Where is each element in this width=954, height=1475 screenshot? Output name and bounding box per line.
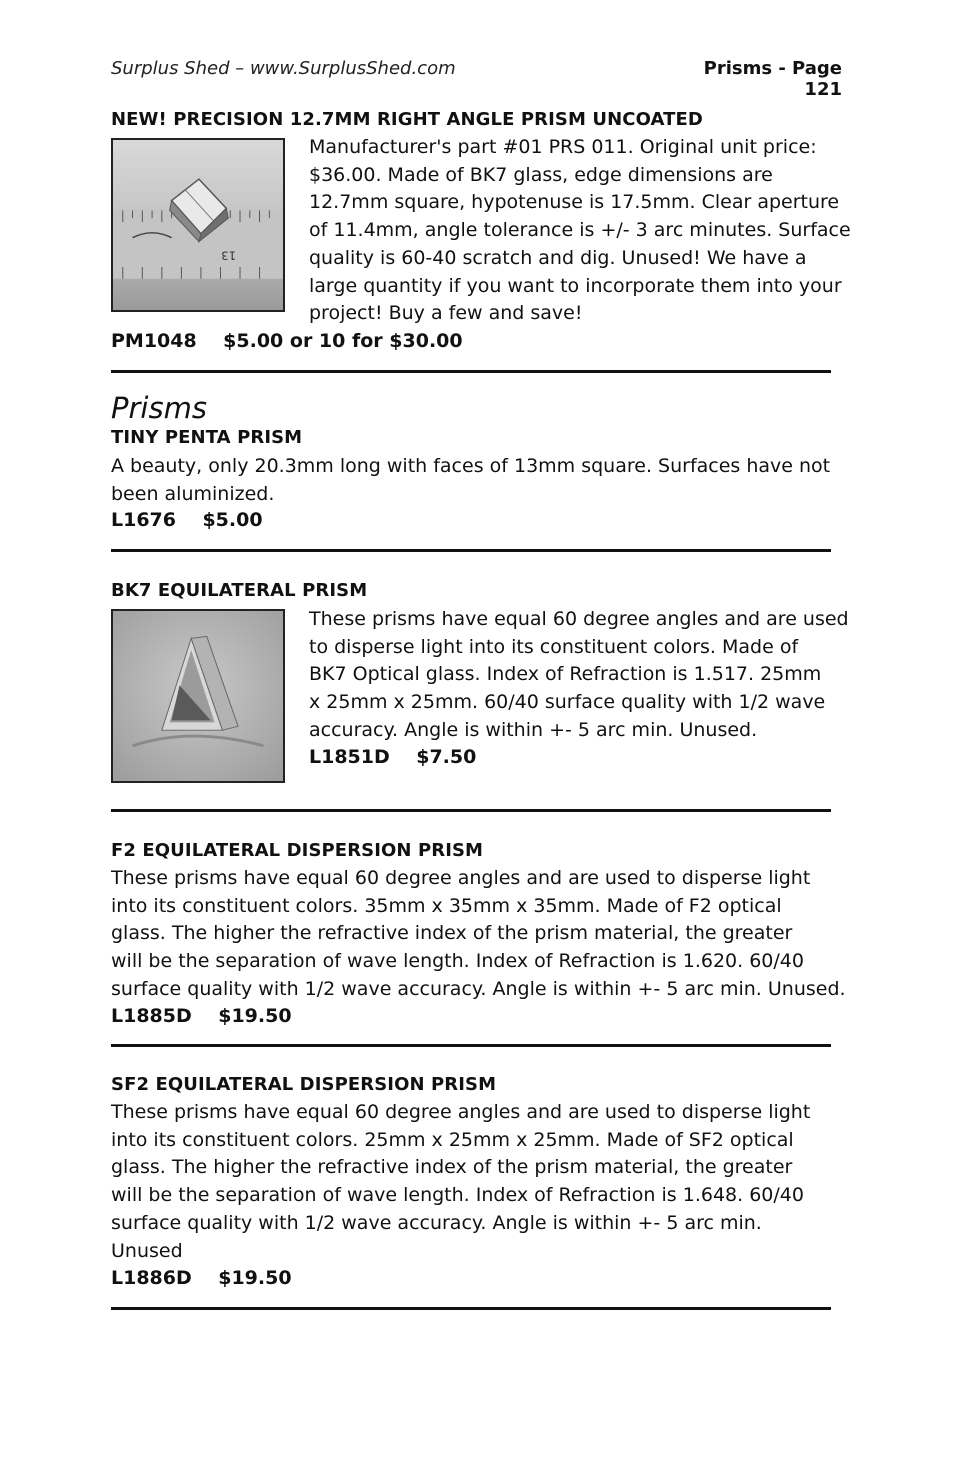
item-desc-line: Unused: [111, 1239, 183, 1262]
item-title-sf2-prism: SF2 EQUILATERAL DISPERSION PRISM: [111, 1074, 497, 1095]
item-desc-line: glass. The higher the refractive index of the prism material, the greater: [111, 1156, 793, 1179]
divider: [111, 1044, 831, 1047]
item-desc-line: been aluminized.: [111, 482, 275, 505]
page-header-site: Surplus Shed – www.SurplusShed.com: [111, 58, 456, 79]
item-desc-line: BK7 Optical glass. Index of Refraction is 1.517. 25mm: [309, 663, 822, 686]
item-desc-line: will be the separation of wave length. Index of Refraction is 1.648. 60/40: [111, 1184, 804, 1207]
item-price: L1676 $5.00: [111, 509, 263, 531]
divider: [111, 809, 831, 812]
divider: [111, 1307, 831, 1310]
item-title-f2-prism: F2 EQUILATERAL DISPERSION PRISM: [111, 840, 484, 861]
item-desc-line: A beauty, only 20.3mm long with faces of 13mm square. Surfaces have not: [111, 455, 831, 477]
item-desc-line: large quantity if you want to incorporate them into your: [309, 274, 842, 297]
item-desc-line: Manufacturer's part #01 PRS 011. Original unit price:: [309, 136, 817, 158]
item-price: L1886D $19.50: [111, 1267, 292, 1289]
item-title-penta-prism: TINY PENTA PRISM: [111, 427, 303, 448]
item-desc-line: These prisms have equal 60 degree angles and are used: [309, 608, 849, 630]
item-desc-line: will be the separation of wave length. Index of Refraction is 1.620. 60/40: [111, 950, 804, 973]
item-price: L1885D $19.50: [111, 1005, 292, 1027]
item-title-bk7-prism: BK7 EQUILATERAL PRISM: [111, 580, 368, 601]
item-desc-line: $36.00. Made of BK7 glass, edge dimensions are: [309, 163, 773, 186]
item-desc-line: x 25mm x 25mm. 60/40 surface quality with 1/2 wave: [309, 691, 826, 714]
item-desc-line: These prisms have equal 60 degree angles and are used to disperse light: [111, 867, 811, 889]
item-desc-line: accuracy. Angle is within +- 5 arc min. Unused.: [309, 718, 758, 741]
divider: [111, 370, 831, 373]
item-title-right-angle-prism: NEW! PRECISION 12.7MM RIGHT ANGLE PRISM UNCOATED: [111, 109, 703, 130]
item-desc-line: surface quality with 1/2 wave accuracy. Angle is within +- 5 arc min. Unused.: [111, 977, 846, 1000]
item-desc-line: surface quality with 1/2 wave accuracy. Angle is within +- 5 arc min.: [111, 1211, 762, 1234]
section-title: Prisms: [111, 391, 207, 425]
item-desc-line: quality is 60-40 scratch and dig. Unused! We have a: [309, 246, 807, 269]
equilateral-prism-photo: [111, 609, 285, 783]
item-desc-line: of 11.4mm, angle tolerance is +/- 3 arc minutes. Surface: [309, 219, 851, 242]
item-desc-line: 12.7mm square, hypotenuse is 17.5mm. Clear aperture: [309, 191, 840, 214]
item-price: PM1048 $5.00 or 10 for $30.00: [111, 330, 463, 352]
item-desc-line: to disperse light into its constituent colors. Made of: [309, 635, 799, 658]
item-price: L1851D $7.50: [309, 746, 477, 768]
item-desc-line: glass. The higher the refractive index of the prism material, the greater: [111, 922, 793, 945]
item-desc-line: project! Buy a few and save!: [309, 302, 583, 325]
right-angle-prism-photo: [111, 138, 285, 312]
item-desc-line: These prisms have equal 60 degree angles and are used to disperse light: [111, 1101, 811, 1123]
page-header-section: Prisms - Page 121: [703, 58, 842, 100]
item-desc-line: into its constituent colors. 25mm x 25mm x 25mm. Made of SF2 optical: [111, 1128, 794, 1151]
item-desc-line: into its constituent colors. 35mm x 35mm x 35mm. Made of F2 optical: [111, 894, 782, 917]
svg-text:13: 13: [221, 248, 237, 263]
divider: [111, 549, 831, 552]
